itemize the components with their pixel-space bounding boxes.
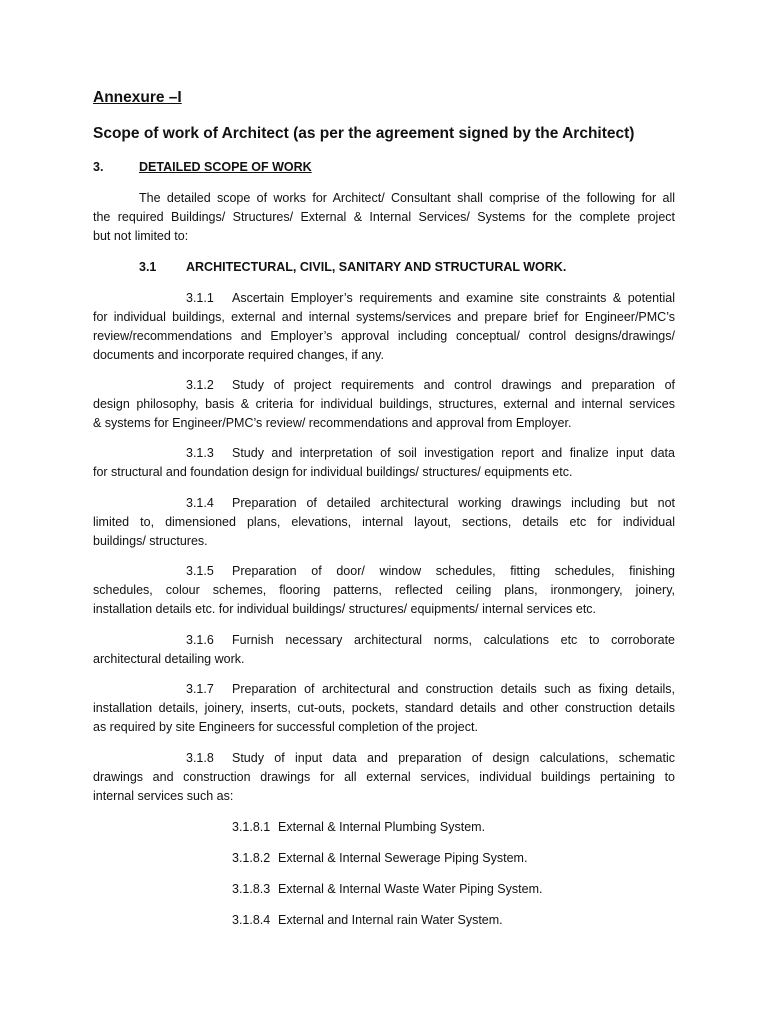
item-line: Ascertain Employer’s requirements and examine site constraints & potential bbox=[232, 291, 675, 305]
item-number: 3.1.2 bbox=[186, 378, 214, 392]
item-line: schedules, colour schemes, flooring patterns, reflected ceiling plans, ironmongery, joinery, bbox=[93, 583, 675, 597]
item-line: Preparation of architectural and construction details such as fixing details, bbox=[232, 682, 675, 696]
item-line: installation details etc. for individual buildings/ structures/ equipments/ internal services etc. bbox=[93, 602, 597, 616]
sub-item bbox=[232, 818, 675, 837]
item-line: Study and interpretation of soil investigation report and finalize input data bbox=[232, 446, 675, 460]
intro-line: the required Buildings/ Structures/ External & Internal Services/ Systems for the complete project bbox=[93, 210, 675, 224]
intro-line: but not limited to: bbox=[93, 229, 189, 243]
item-line: & systems for Engineer/PMC’s review/ recommendations and approval from Employer. bbox=[93, 416, 572, 430]
sub-item-number: 3.1.8.2 bbox=[232, 851, 271, 865]
item-line: Furnish necessary architectural norms, calculations etc to corroborate bbox=[232, 633, 675, 647]
item-line: Study of project requirements and control drawings and preparation of bbox=[232, 378, 675, 392]
sub-item bbox=[232, 911, 675, 930]
section-heading bbox=[93, 158, 675, 177]
item-number: 3.1.8 bbox=[186, 751, 214, 765]
sub-item bbox=[232, 880, 675, 899]
intro-line: The detailed scope of works for Architect/ Consultant shall comprise of the following for all bbox=[139, 191, 675, 205]
item-number: 3.1.1 bbox=[186, 291, 214, 305]
sub-item-text: External & Internal Plumbing System. bbox=[278, 820, 486, 834]
item-line: for structural and foundation design for individual buildings/ structures/ equipments etc. bbox=[93, 465, 573, 479]
item-number: 3.1.5 bbox=[186, 564, 214, 578]
sub-item-number: 3.1.8.4 bbox=[232, 913, 271, 927]
item-line: for individual buildings, external and internal systems/services and prepare brief for Engineer/PMC’s bbox=[93, 310, 675, 324]
sub-item bbox=[232, 849, 675, 868]
item-number: 3.1.4 bbox=[186, 496, 214, 510]
item-line: design philosophy, basis & criteria for individual buildings, structures, external and internal services bbox=[93, 397, 675, 411]
sub-item-text: External & Internal Waste Water Piping System. bbox=[278, 882, 543, 896]
sub-item-number: 3.1.8.1 bbox=[232, 820, 271, 834]
sub-item-number: 3.1.8.3 bbox=[232, 882, 271, 896]
item-line: installation details, joinery, inserts, cut-outs, pockets, standard details and other construction details bbox=[93, 701, 675, 715]
subsection-number: 3.1 bbox=[139, 260, 157, 274]
item-line: drawings and construction drawings for all external services, individual buildings pertaining to bbox=[93, 770, 675, 784]
document-title: Scope of work of Architect (as per the agreement signed by the Architect) bbox=[93, 125, 635, 142]
item-number: 3.1.6 bbox=[186, 633, 214, 647]
subsection-title: ARCHITECTURAL, CIVIL, SANITARY AND STRUCTURAL WORK. bbox=[186, 260, 567, 274]
annexure-heading: Annexure –I bbox=[93, 89, 182, 106]
item-number: 3.1.7 bbox=[186, 682, 214, 696]
sub-item-text: External and Internal rain Water System. bbox=[278, 913, 503, 927]
item-line: review/recommendations and Employer’s approval including conceptual/ control designs/drawings/ bbox=[93, 329, 675, 343]
item-line: documents and incorporate required changes, if any. bbox=[93, 348, 384, 362]
item-line: Preparation of detailed architectural working drawings including but not bbox=[232, 496, 675, 510]
item-line: internal services such as: bbox=[93, 789, 234, 803]
item-line: architectural detailing work. bbox=[93, 652, 245, 666]
section-number: 3. bbox=[93, 160, 104, 174]
item-number: 3.1.3 bbox=[186, 446, 214, 460]
section-title: DETAILED SCOPE OF WORK bbox=[139, 160, 312, 174]
item-line: buildings/ structures. bbox=[93, 534, 208, 548]
item-line: Preparation of door/ window schedules, fitting schedules, finishing bbox=[232, 564, 675, 578]
item-line: Study of input data and preparation of design calculations, schematic bbox=[232, 751, 675, 765]
sub-item-text: External & Internal Sewerage Piping System. bbox=[278, 851, 528, 865]
item-line: as required by site Engineers for successful completion of the project. bbox=[93, 720, 478, 734]
item-line: limited to, dimensioned plans, elevations, internal layout, sections, details etc for individual bbox=[93, 515, 675, 529]
